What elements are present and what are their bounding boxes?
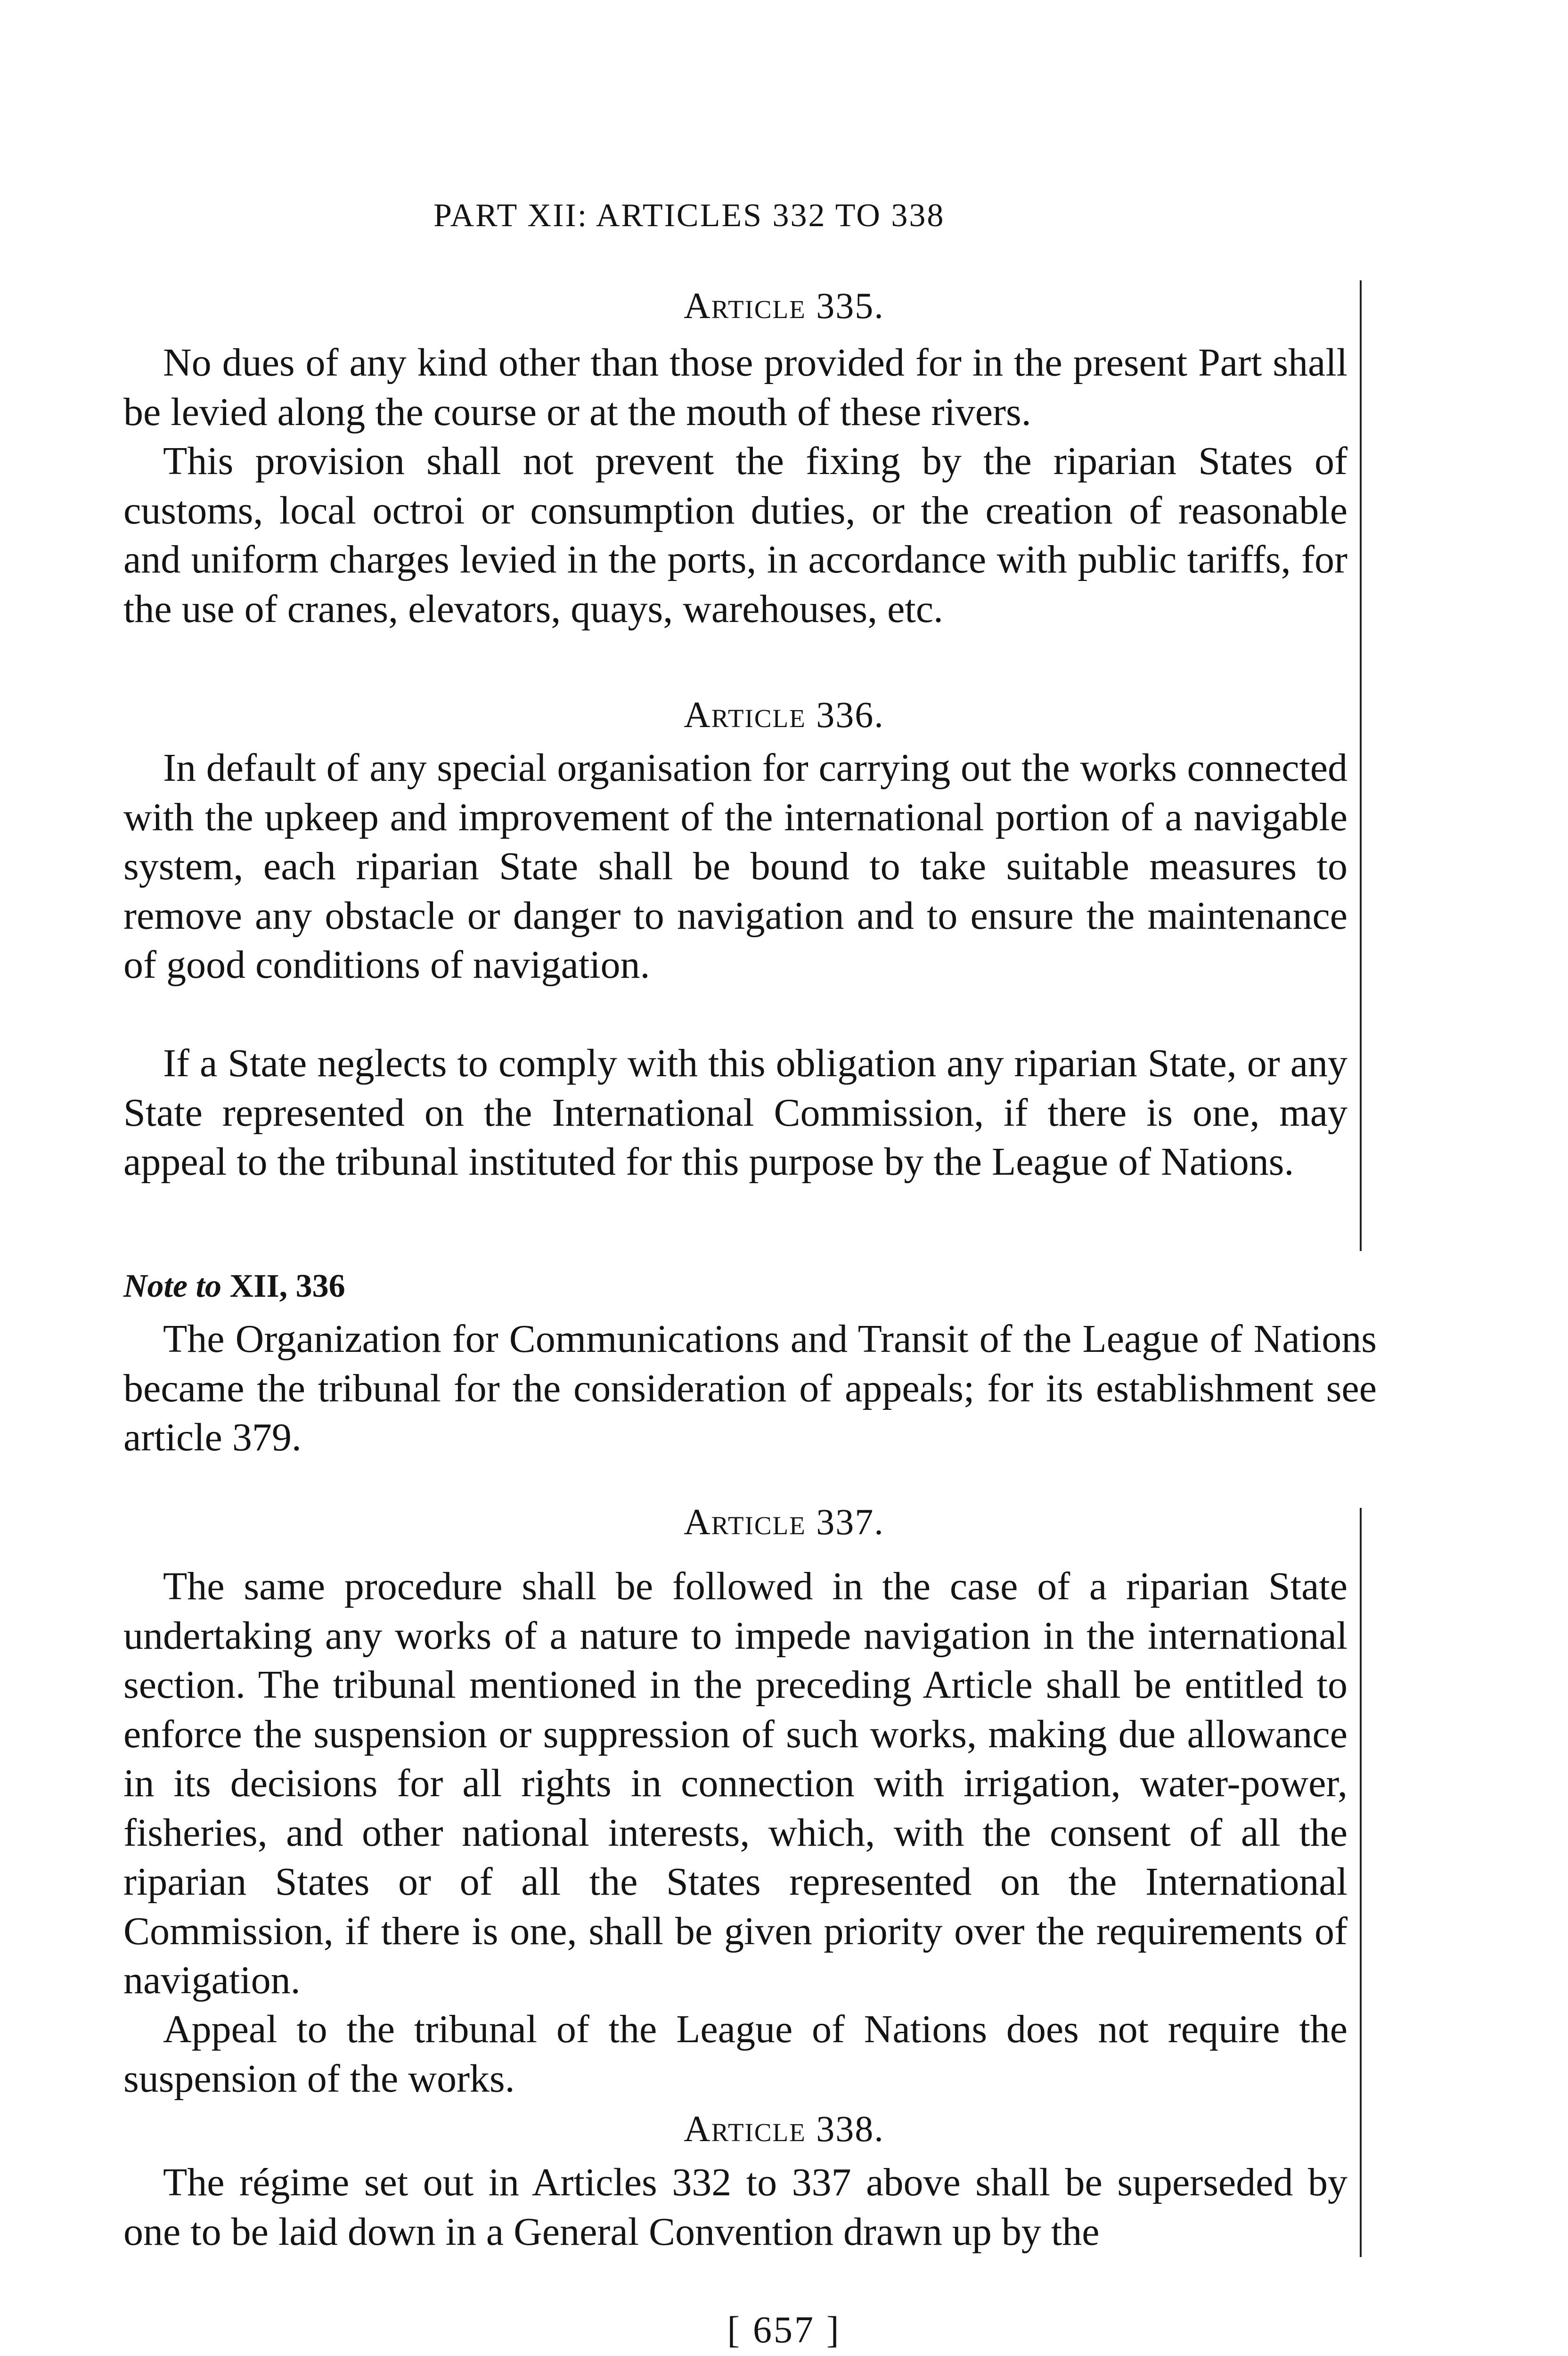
article-335-paragraph-2: This provision shall not prevent the fixing by the riparian States of customs, local octroi or consumption duties, or the creation of reasonable and uniform charges levied in the ports, in accordance with public tariffs, for the use of cranes, elevators, quays, warehouses, etc. — [123, 439, 1348, 631]
note-title — [123, 1268, 345, 1305]
note-text: The Organization for Communications and Transit of the League of Nations became the tribunal for the consideration of appeals; for its establishment see article 379. — [123, 1317, 1377, 1459]
page-number: [ 657 ] — [727, 2309, 841, 2351]
note-ref: XII, 336 — [229, 1268, 345, 1304]
article-335-paragraph-1: No dues of any kind other than those provided for in the present Part shall be levied along the course or at the mouth of these rivers. — [123, 341, 1348, 434]
margin-rule-lower — [1360, 1508, 1362, 2257]
article-337-heading: Article 337. — [684, 1501, 884, 1542]
note-label: Note to — [123, 1268, 222, 1304]
running-header: PART XII: ARTICLES 332 TO 338 — [433, 197, 945, 234]
article-335-heading: Article 335. — [684, 285, 884, 326]
article-336-paragraph-2: If a State neglects to comply with this obligation any riparian State, or any State represented on the International Commission, if there is one, may appeal to the tribunal instituted for this purpose by the League of Nations. — [123, 1041, 1348, 1184]
article-338-paragraph-1: The régime set out in Articles 332 to 337 above shall be superseded by one to be laid down in a General Convention drawn up by the — [123, 2160, 1348, 2254]
article-338-heading: Article 338. — [684, 2108, 884, 2149]
article-336-paragraph-1: In default of any special organisation for carrying out the works connected with the upkeep and improvement of the international portion of a navigable system, each riparian State shall be bound to take suitable measures to remove any obstacle or danger to navigation and to ensure the maintenance of good conditions of navigation. — [123, 746, 1348, 987]
article-337-paragraph-2: Appeal to the tribunal of the League of Nations does not require the suspension of the works. — [123, 2007, 1348, 2101]
margin-rule-upper — [1360, 280, 1362, 1251]
article-337-paragraph-1: The same procedure shall be followed in the case of a riparian State undertaking any works of a nature to impede navigation in the international section. The tribunal mentioned in the preceding Article shall be entitled to enforce the suspension or suppression of such works, making due allowance in its decisions for all rights in connection with irrigation, water-power, fisheries, and other national interests, which, with the consent of all the riparian States or of all the States represented on the International Commission, if there is one, shall be given priority over the requirements of navigation. — [123, 1564, 1348, 2002]
article-336-heading: Article 336. — [684, 694, 884, 735]
